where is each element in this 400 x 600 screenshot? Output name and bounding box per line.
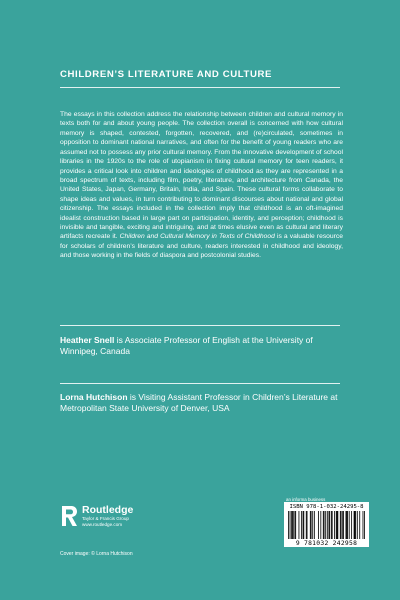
barcode-bar [324,511,325,539]
barcode-bar [299,511,300,539]
barcode-bar [318,511,319,539]
barcode-bar [364,511,365,539]
barcode-bar [310,511,311,539]
barcode-bar [346,511,347,539]
barcode-bar [337,511,338,539]
barcode-bar [329,511,330,539]
barcode-bar [288,511,289,539]
barcode-bar [355,511,356,539]
barcode-bar [303,511,304,539]
cover-credit: Cover image: © Lorna Hutchison [60,551,133,557]
barcode-bar [336,511,337,539]
barcode-bar [332,511,333,539]
barcode-bar [290,511,291,539]
publisher-name: Routledge [82,504,134,516]
barcode-bar [337,511,338,539]
isbn-text: ISBN 978-1-032-24295-8 [289,503,364,510]
barcode-bar [306,511,307,539]
barcode-bar [347,511,348,539]
barcode-bar [331,511,332,539]
book-title-italic: Children and Cultural Memory in Texts of Childhood [119,233,275,241]
barcode-bar [351,511,352,539]
barcode-bar [334,511,335,539]
barcode-bar [307,511,308,539]
barcode-bar [341,511,342,539]
barcode-bar [291,511,292,539]
barcode-bar [342,511,343,539]
barcode-bar [314,511,315,539]
barcode-bar [294,511,295,539]
barcode-bar [327,511,328,539]
isbn-barcode [284,502,369,547]
author-name-2: Lorna Hutchison [60,392,128,402]
description-text-2: is a valuable resource for scholars of children’s literature and culture, readers interested in childhood and ideology, and those working in the fields of diaspora and postcolonial studies. [60,233,343,260]
barcode-bar [292,511,293,539]
publisher-url: www.routledge.com [82,522,123,527]
series-title: CHILDREN’S LITERATURE AND CULTURE [60,69,273,80]
informa-label: an informa business [286,497,326,502]
barcode-bar [354,511,355,539]
barcode-bar [340,511,341,539]
barcode-bar [323,511,324,539]
barcode-bar [325,511,326,539]
barcode-bar [293,511,294,539]
barcode-bar [363,511,364,539]
author-bio-2 [60,392,345,414]
barcode-bar [346,511,347,539]
barcode-bar [357,511,358,539]
barcode-digits: 9 781032 242958 [295,539,358,547]
barcode-bars [288,511,365,539]
author-name-1: Heather Snell [60,335,115,345]
barcode-bar [349,511,350,539]
author-bio-text-1: is Associate Professor of English at the University of Winnipeg, Canada [60,335,313,357]
publisher-logo [60,505,133,528]
author-bio-1 [60,335,345,357]
barcode-bar [311,511,312,539]
publisher-group: Taylor & Francis Group [82,516,129,521]
middle-divider [60,325,340,326]
top-divider [60,87,340,88]
barcode-bar [312,511,313,539]
barcode-bar [320,511,321,539]
barcode-bar [359,511,360,539]
barcode-bar [301,511,302,539]
author-bio-text-2: is Visiting Assistant Professor in Children’s Literature at Metropolitan State University of Denver, USA [60,392,338,414]
barcode-bar [295,511,296,539]
barcode-bar [354,511,355,539]
book-description [60,110,343,261]
barcode-bar [303,511,304,539]
bottom-divider [60,383,340,384]
barcode-bar [343,511,344,539]
description-text-1: The essays in this collection address the relationship between children and cultural memory in texts both for and about young people. The collection overall is concerned with how cultural memory is shaped, contested, forgotten, recovered, and (re)circulated, sometimes in opposition to dominant national narratives, and often for the benefit of young readers who are assumed not to possess any prior cultural memory. From the innovative development of school libraries in the 1920s to the role of utopianism in fixing cultural memory for teen readers, it provides a critical look into children and ideologies of childhood as they are represented in a broad spectrum of texts, including film, poetry, literature, and architecture from Canada, the United States, Japan, Germany, Britain, India, and Spain. These cultural forms collaborate to shape ideas and values, in turn contributing to dominant discourses about national and global citizenship. The essays included in the collection imply that childhood is an oft-imagined idealist construction based in large part on participation, identity, and perception; childhood is invisible and tangible, exciting and intriguing, and at times elusive even as cultural and literary artifacts recreate it. [60,111,343,241]
barcode-bar [329,511,330,539]
routledge-r-icon [60,505,78,527]
